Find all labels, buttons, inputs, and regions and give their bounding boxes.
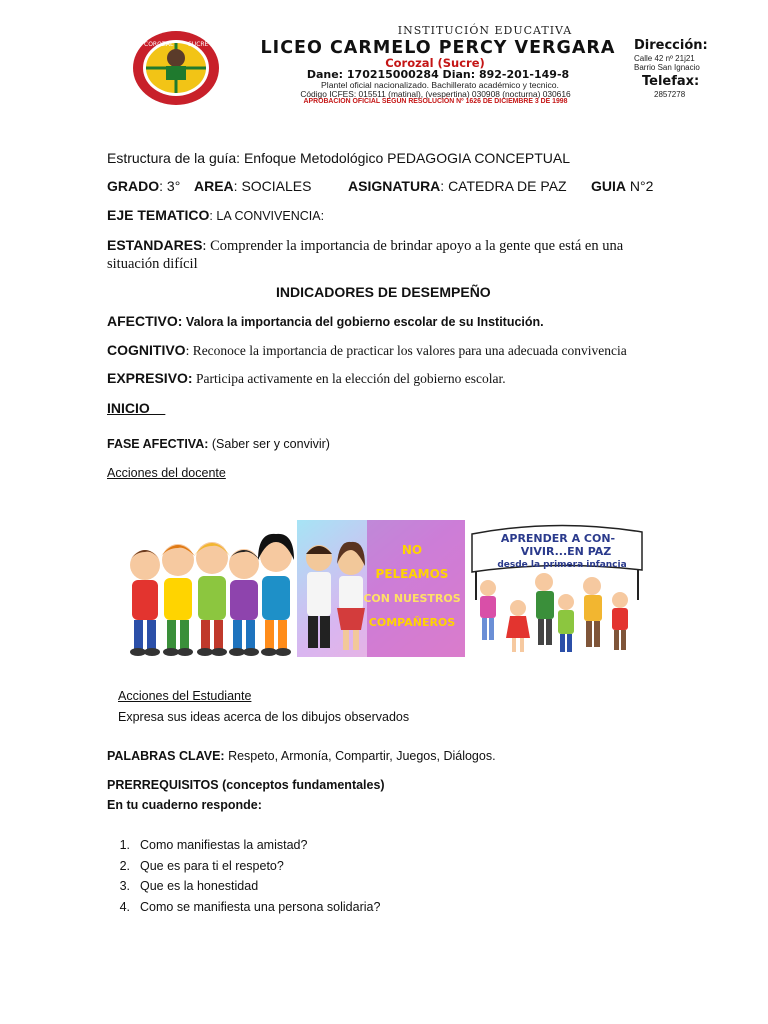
no-peleamos-poster bbox=[297, 520, 465, 657]
institution-codes: Dane: 170215000284 Dian: 892-201-149-8 bbox=[306, 68, 570, 81]
palabras-label: PALABRAS CLAVE: bbox=[107, 749, 225, 763]
grado-label: GRADO bbox=[107, 178, 160, 194]
acciones-estudiante: Acciones del Estudiante bbox=[118, 689, 252, 703]
cuaderno-instruction: En tu cuaderno responde: bbox=[107, 798, 262, 812]
estructura-line bbox=[107, 150, 570, 166]
fase-value: (Saber ser y convivir) bbox=[208, 437, 330, 451]
grado-value: : 3° bbox=[159, 178, 181, 194]
banner-line-3: desde la primera infancia bbox=[497, 560, 627, 570]
questions-list bbox=[106, 838, 380, 920]
telefax-number: 2857278 bbox=[654, 90, 686, 99]
eje-label: EJE TEMATICO bbox=[107, 207, 210, 223]
palabras-value: Respeto, Armonía, Compartir, Juegos, Diálogos. bbox=[224, 749, 496, 763]
direccion-line1: Calle 42 nº 21j21 bbox=[634, 54, 695, 63]
cognitivo-label: COGNITIVO bbox=[107, 342, 186, 358]
estandares-value: : Comprender la importancia de brindar apoyo a la gente que está en una bbox=[202, 238, 624, 254]
banner-line-1: APRENDER A CON- bbox=[500, 532, 616, 545]
institution-city: Corozal (Sucre) bbox=[385, 56, 485, 70]
list-item: 2. Que es para ti el respeto? bbox=[119, 858, 284, 873]
estructura-value: Enfoque Metodológico PEDAGOGIA CONCEPTUAL bbox=[243, 150, 571, 166]
afectivo-value: Valora la importancia del gobierno escolar de su Institución. bbox=[182, 315, 544, 329]
guia-value: N°2 bbox=[626, 178, 654, 194]
direccion-line2: Barrio San Ignacio bbox=[634, 63, 700, 72]
institution-type: INSTITUCIÓN EDUCATIVA bbox=[397, 24, 573, 37]
estandares-label: ESTANDARES bbox=[107, 237, 203, 253]
eje-tematico bbox=[107, 207, 324, 223]
afectivo-line bbox=[107, 313, 544, 329]
poster-line-4: COMPAÑEROS bbox=[368, 616, 456, 629]
institution-name: LICEO CARMELO PERCY VERGARA bbox=[260, 38, 616, 58]
estandares-line1 bbox=[107, 237, 623, 255]
expresivo-line bbox=[107, 370, 506, 387]
convivir-en-paz-banner bbox=[466, 520, 648, 660]
area-field bbox=[194, 178, 311, 194]
expresa-ideas: Expresa sus ideas acerca de los dibujos observados bbox=[118, 710, 410, 724]
expresivo-value: Participa activamente en la elección del gobierno escolar. bbox=[192, 371, 506, 386]
poster-line-1: NO bbox=[401, 543, 423, 557]
cognitivo-line bbox=[107, 342, 627, 359]
banner-line-2: VIVIR...EN PAZ bbox=[520, 545, 612, 558]
estructura-label: Estructura de la guía: bbox=[107, 150, 244, 166]
indicadores-title: INDICADORES DE DESEMPEÑO bbox=[276, 284, 491, 300]
afectivo-label: AFECTIVO: bbox=[107, 313, 183, 329]
guia-label: GUIA bbox=[591, 178, 626, 194]
estandares-line2: situación difícil bbox=[107, 256, 198, 272]
eje-value: : LA CONVIVENCIA: bbox=[209, 209, 325, 223]
institution-plantel: Plantel oficial nacionalizado. Bachillerato académico y tecnico. bbox=[321, 80, 559, 90]
list-item: 4. Como se manifiesta una persona solidaria? bbox=[119, 899, 381, 914]
acciones-docente: Acciones del docente bbox=[107, 466, 226, 480]
telefax-label: Telefax: bbox=[642, 74, 700, 89]
expresivo-label: EXPRESIVO: bbox=[107, 370, 193, 386]
grado-field bbox=[107, 178, 180, 194]
poster-line-2: PELEAMOS bbox=[375, 567, 449, 581]
seal-text-left: COROZAL bbox=[144, 41, 174, 48]
cognitivo-value: : Reconoce la importancia de practicar los valores para una adecuada convivencia bbox=[185, 343, 627, 358]
list-item: 1. Como manifiestas la amistad? bbox=[119, 838, 308, 852]
list-item: 3. Que es la honestidad bbox=[119, 879, 259, 893]
asignatura-field bbox=[348, 178, 567, 194]
asignatura-label: ASIGNATURA bbox=[348, 178, 441, 194]
guia-field bbox=[591, 178, 653, 194]
poster-line-3: CON NUESTROS bbox=[363, 592, 461, 605]
prerrequisitos: PRERREQUISITOS (conceptos fundamentales) bbox=[107, 778, 385, 792]
seal-text-right: SUCRE bbox=[188, 41, 209, 48]
inicio-heading: INICIO bbox=[107, 400, 166, 416]
institution-icfes: Código ICFES: 015511 (matinal), (vespertina) 030908 (nocturna) 030616 bbox=[300, 89, 571, 99]
palabras-clave bbox=[107, 749, 496, 763]
fase-afectiva bbox=[107, 437, 330, 451]
asignatura-value: : CATEDRA DE PAZ bbox=[440, 178, 567, 194]
fase-label: FASE AFECTIVA: bbox=[107, 437, 209, 451]
area-value: : SOCIALES bbox=[233, 178, 312, 194]
school-seal bbox=[132, 30, 220, 106]
children-group-image bbox=[124, 520, 296, 660]
direccion-label: Dirección: bbox=[634, 38, 708, 53]
area-label: AREA bbox=[194, 178, 234, 194]
institution-approval: APROBACION OFICIAL SEGÚN RESOLUCIÓN Nº 1626 DE DICIEMBRE 3 DE 1998 bbox=[303, 98, 568, 105]
